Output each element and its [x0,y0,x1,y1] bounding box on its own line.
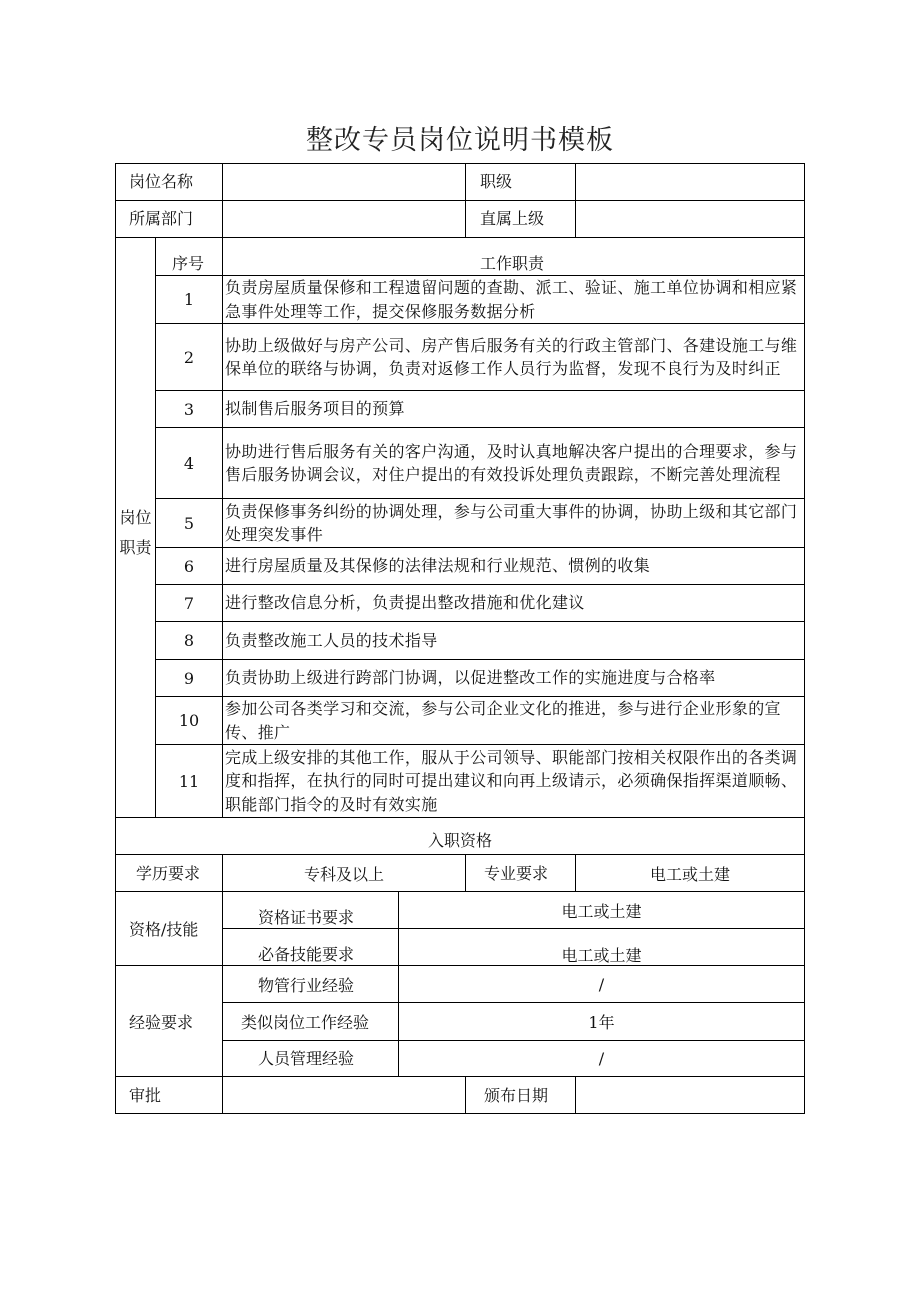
level-label: 职级 [480,172,513,191]
duty-text: 负责整改施工人员的技术指导 [225,630,438,650]
industry-exp-value: / [598,974,605,994]
duty-text: 协助进行售后服务有关的客户沟通，及时认真地解决客户提出的合理要求，参与售后服务协调会议，对住户提出的有效投诉处理负责跟踪，不断完善处理流程 [225,441,798,484]
duty-number: 3 [183,399,195,419]
duty-column-header: 工作职责 [480,254,545,273]
major-value: 电工或土建 [649,864,730,884]
position-name-label: 岗位名称 [129,172,194,191]
page-title: 整改专员岗位说明书模板 [306,125,614,156]
duty-number: 8 [183,631,195,650]
cert-label: 资格证书要求 [258,908,355,927]
duty-number: 4 [183,453,195,473]
duties-section-label: 岗位职责 [119,508,152,557]
approval-label: 审批 [129,1086,162,1105]
duty-text: 进行整改信息分析，负责提出整改措施和优化建议 [225,593,585,613]
duty-number: 6 [183,556,195,576]
skill-label: 必备技能要求 [258,945,355,964]
similar-exp-value: 1年 [588,1013,615,1032]
duty-text: 拟制售后服务项目的预算 [225,399,405,419]
duty-text: 负责保修事务纠纷的协调处理，参与公司重大事件的协调，协助上级和其它部门处理突发事件 [225,501,798,544]
major-label: 专业要求 [484,864,549,883]
supervisor-label: 直属上级 [480,209,545,228]
similar-exp-label: 类似岗位工作经验 [241,1013,370,1032]
duty-text: 负责房屋质量保修和工程遗留问题的查勘、派工、验证、施工单位协调和相应紧急事件处理等工作，提交保修服务数据分析 [225,278,798,321]
skills-label: 资格/技能 [129,920,199,939]
experience-label: 经验要求 [129,1013,194,1032]
industry-exp-label: 物管行业经验 [258,976,355,995]
duty-text: 协助上级做好与房产公司、房产售后服务有关的行政主管部门、各建设施工与维保单位的联络与协调，负责对返修工作人员行为监督，发现不良行为及时纠正 [225,335,798,378]
mgmt-exp-label: 人员管理经验 [258,1049,355,1068]
duty-number: 5 [183,513,195,533]
duty-text: 负责协助上级进行跨部门协调，以促进整改工作的实施进度与合格率 [225,668,716,688]
no-column-header: 序号 [172,254,205,273]
duty-text: 参加公司各类学习和交流，参与公司企业文化的推进，参与进行企业形象的宣传、推广 [225,699,781,742]
duty-text: 完成上级安排的其他工作，服从于公司领导、职能部门按相关权限作出的各类调度和指挥，在执行的同时可提出建议和向再上级请示，必须确保指挥渠道顺畅、职能部门指令的及时有效实施 [225,747,798,814]
skill-value: 电工或土建 [561,945,642,965]
duty-number: 1 [183,290,195,309]
duty-number: 11 [178,771,200,791]
education-value: 专科及以上 [303,864,384,884]
duty-number: 7 [183,593,195,613]
duty-number: 2 [183,347,195,367]
qualifications-section-label: 入职资格 [428,831,493,850]
duty-text: 进行房屋质量及其保修的法律法规和行业规范、惯例的收集 [225,556,651,576]
duty-number: 9 [183,668,195,688]
education-label: 学历要求 [136,864,201,883]
duty-number: 10 [178,711,200,730]
department-label: 所属部门 [129,209,194,228]
release-date-label: 颁布日期 [484,1086,549,1105]
mgmt-exp-value: / [598,1049,605,1068]
cert-value: 电工或土建 [561,901,642,921]
